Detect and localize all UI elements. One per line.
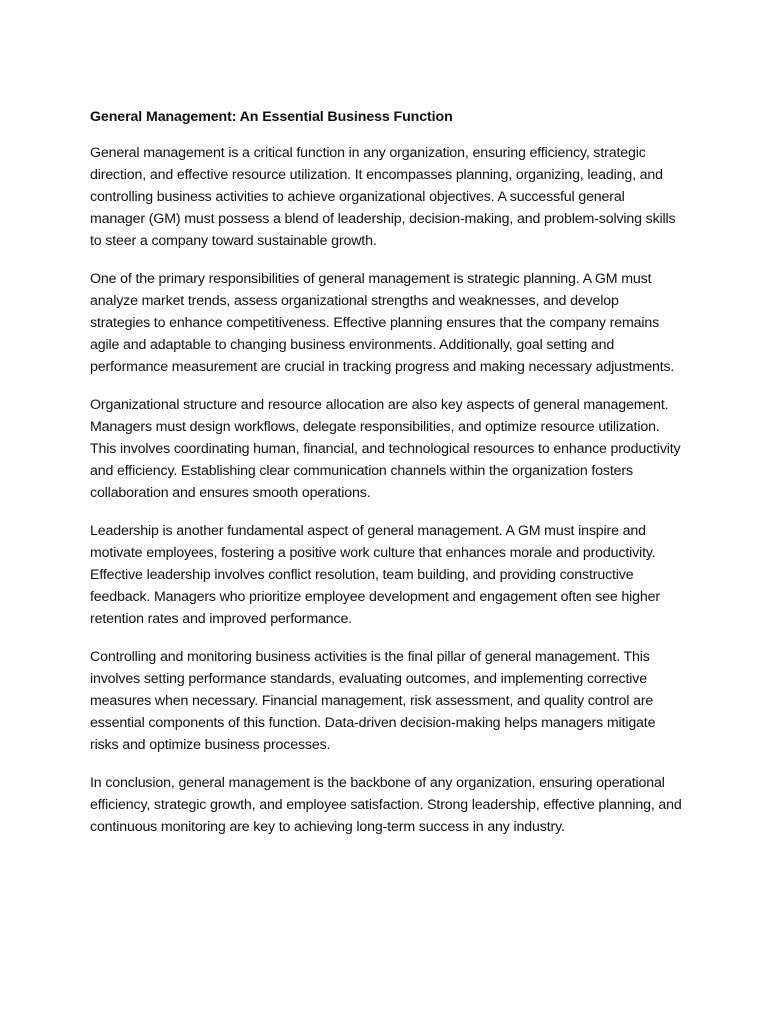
paragraph-leadership: Leadership is another fundamental aspect of general management. A GM must inspire and motivate employees, fostering a positive work culture that enhances morale and productivity. Effective leadership involves conflict resolution, team building, and providing constructive feedback. Managers who prioritize employee development and engagement often see higher retention rates and improved performance. — [90, 522, 660, 628]
document-title: General Management: An Essential Business Function — [90, 109, 453, 125]
document-page — [90, 106, 682, 854]
paragraph-intro: General management is a critical function in any organization, ensuring efficiency, strategic direction, and effective resource utilization. It encompasses planning, organizing, leading, and controlling business activities to achieve organizational objectives. A successful general manager (GM) must possess a blend of leadership, decision-making, and problem-solving skills to steer a company toward sustainable growth. — [90, 145, 676, 250]
paragraph-controlling: Controlling and monitoring business activities is the final pillar of general management. This involves setting performance standards, evaluating outcomes, and implementing corrective measures when necessary. Financial management, risk assessment, and quality control are essential components of this function. Data-driven decision-making helps managers mitigate risks and optimize business processes. — [90, 648, 656, 754]
paragraph-strategic-planning: One of the primary responsibilities of general management is strategic planning. A GM must analyze market trends, assess organizational strengths and weaknesses, and develop strategies to enhance competitiveness. Effective planning ensures that the company remains agile and adaptable to changing business environments. Additionally, goal setting and performance measurement are crucial in tracking progress and making necessary adjustments. — [90, 270, 675, 376]
paragraph-conclusion: In conclusion, general management is the backbone of any organization, ensuring operational efficiency, strategic growth, and employee satisfaction. Strong leadership, effective planning, and continuous monitoring are key to achieving long-term success in any industry. — [90, 774, 682, 836]
paragraph-organizational-structure: Organizational structure and resource allocation are also key aspects of general management. Managers must design workflows, delegate responsibilities, and optimize resource utilization. This involves coordinating human, financial, and technological resources to enhance productivity and efficiency. Establishing clear communication channels within the organization fosters collaboration and ensures smooth operations. — [90, 396, 681, 502]
